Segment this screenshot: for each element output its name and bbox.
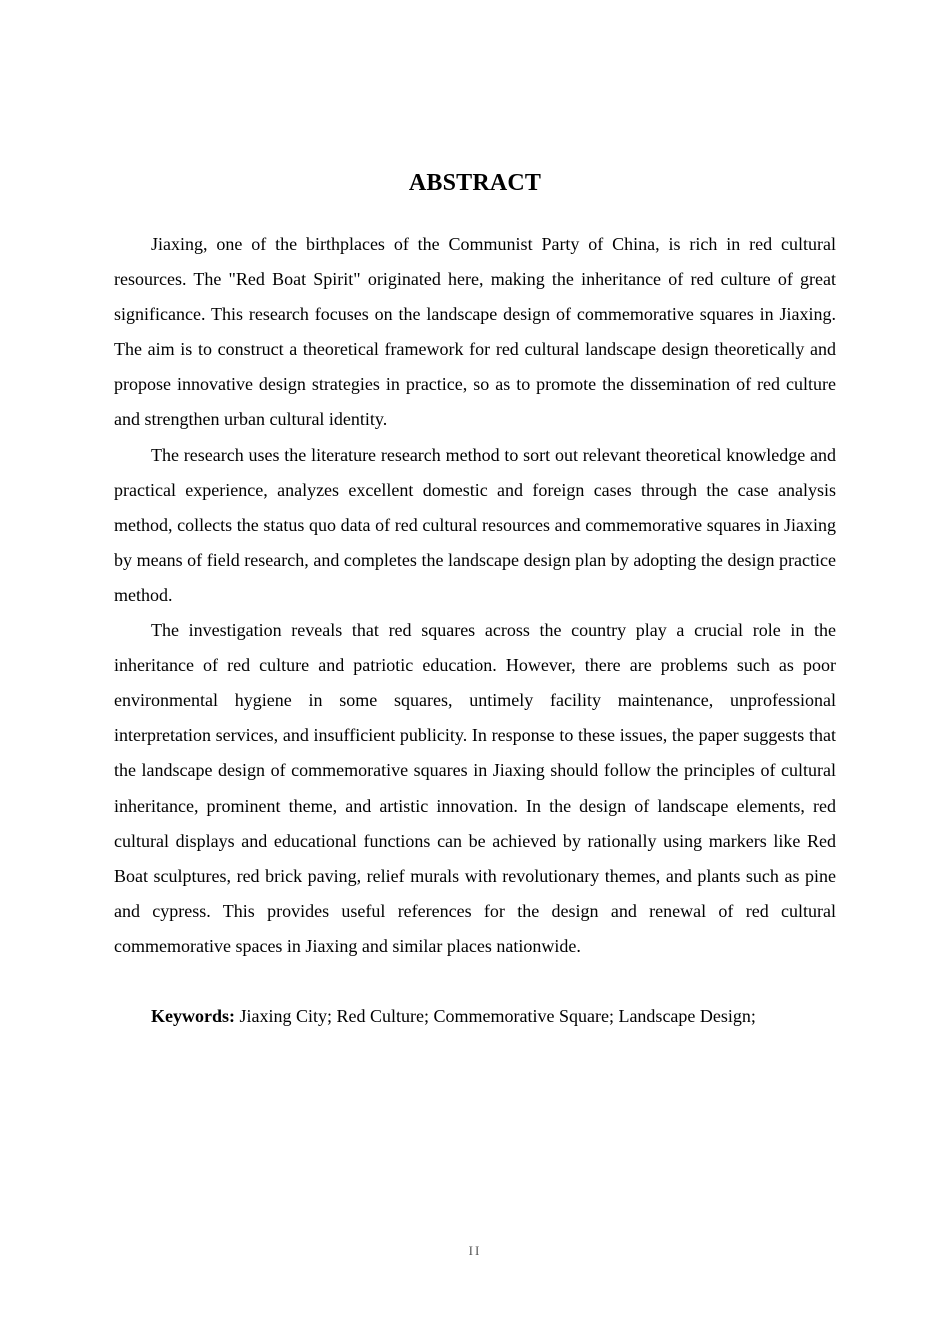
keywords-line: [114, 999, 836, 1034]
abstract-paragraph-2: The research uses the literature research method to sort out relevant theoretical knowledge and practical experience, analyzes excellent domestic and foreign cases through the case analysis method, collects the status quo data of red cultural resources and commemorative squares in Jiaxing by means of field research, and completes the landscape design plan by adopting the design practice method.: [114, 444, 836, 605]
abstract-body: [114, 227, 836, 964]
abstract-paragraph-3: The investigation reveals that red squares across the country play a crucial role in the inheritance of red culture and patriotic education. However, there are problems such as poor environmental hygiene in some squares, untimely facility maintenance, unprofessional interpretation services, and insufficient publicity. In response to these issues, the paper suggests that the landscape design of commemorative squares in Jiaxing should follow the principles of cultural inheritance, prominent theme, and artistic innovation. In the design of landscape elements, red cultural displays and educational functions can be achieved by rationally using markers like Red Boat sculptures, red brick paving, relief murals with revolutionary themes, and plants such as pine and cypress. This provides useful references for the design and renewal of red cultural commemorative spaces in Jiaxing and similar places nationwide.: [114, 620, 836, 956]
keywords-text: Jiaxing City; Red Culture; Commemorative Square; Landscape Design;: [235, 1006, 756, 1026]
abstract-paragraph-1: Jiaxing, one of the birthplaces of the Communist Party of China, is rich in red cultural resources. The "Red Boat Spirit" originated here, making the inheritance of red culture of great significance. This research focuses on the landscape design of commemorative squares in Jiaxing. The aim is to construct a theoretical framework for red cultural landscape design theoretically and propose innovative design strategies in practice, so as to promote the dissemination of red culture and strengthen urban cultural identity.: [114, 234, 836, 430]
page-number: II: [468, 1243, 482, 1258]
keywords-label: Keywords:: [151, 1006, 235, 1026]
abstract-title: ABSTRACT: [408, 170, 542, 196]
